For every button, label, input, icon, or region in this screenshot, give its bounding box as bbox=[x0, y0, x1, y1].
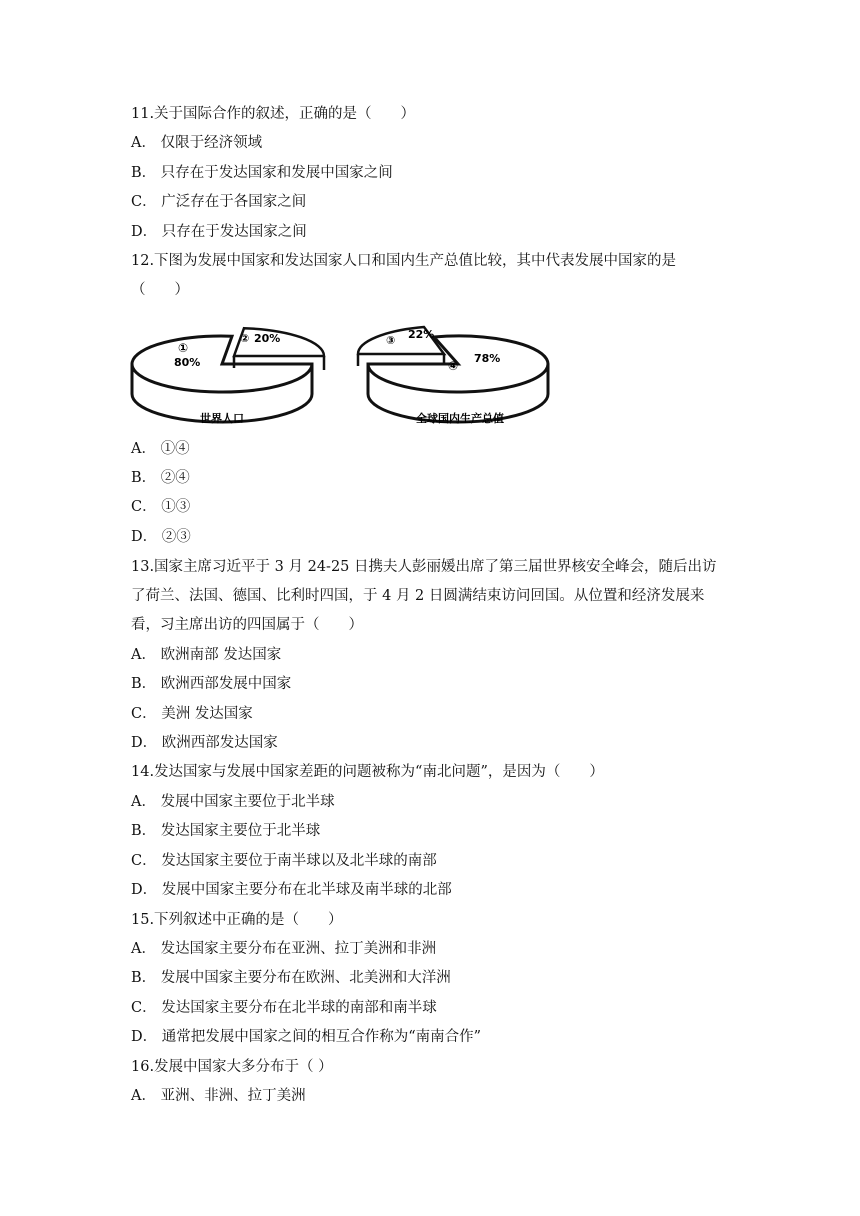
question-15-option-b: B． 发展中国家主要分布在欧洲、北美洲和大洋洲 bbox=[131, 970, 451, 986]
pie-comparison-figure bbox=[128, 318, 568, 430]
pie1-main-value: 80% bbox=[174, 356, 201, 369]
question-15-option-c: C． 发达国家主要分布在北半球的南部和南半球 bbox=[131, 1000, 437, 1016]
question-12-option-c: C． ①③ bbox=[131, 499, 191, 515]
question-13-stem-line-3: 看，习主席出访的四国属于（ ） bbox=[131, 617, 363, 633]
question-13-stem-line-2: 了荷兰、法国、德国、比利时四国，于 4 月 2 日圆满结束访问回国。从位置和经济发展来 bbox=[131, 588, 705, 604]
pie1-caption: 世界人口 bbox=[200, 412, 244, 425]
pie2-main-label: ④ bbox=[448, 359, 459, 373]
pie2-slice-value: 22% bbox=[408, 328, 435, 341]
question-11-option-a: A． 仅限于经济领域 bbox=[131, 135, 263, 151]
question-15-option-a: A． 发达国家主要分布在亚洲、拉丁美洲和非洲 bbox=[131, 941, 437, 957]
question-14-option-d: D． 发展中国家主要分布在北半球及南半球的北部 bbox=[131, 882, 452, 898]
question-13-stem-line-1: 13.国家主席习近平于 3 月 24-25 日携夫人彭丽媛出席了第三届世界核安全峰会，随后出访 bbox=[131, 559, 717, 575]
pie-world-population bbox=[132, 328, 324, 425]
pie-charts-svg bbox=[128, 318, 568, 430]
question-14-option-b: B． 发达国家主要位于北半球 bbox=[131, 823, 321, 839]
question-12-stem-line-1: 12.下图为发展中国家和发达国家人口和国内生产总值比较，其中代表发展中国家的是 bbox=[131, 253, 677, 269]
pie2-caption: 全球国内生产总值 bbox=[416, 412, 504, 425]
question-13-option-d: D． 欧洲西部发达国家 bbox=[131, 735, 278, 751]
question-16-option-a: A． 亚洲、非洲、拉丁美洲 bbox=[131, 1088, 306, 1104]
question-11-option-d: D． 只存在于发达国家之间 bbox=[131, 224, 307, 240]
question-14-stem: 14.发达国家与发展中国家差距的问题被称为“南北问题”，是因为（ ） bbox=[131, 764, 604, 780]
pie1-slice-label: ② bbox=[240, 332, 250, 345]
question-14-option-c: C． 发达国家主要位于南半球以及北半球的南部 bbox=[131, 853, 437, 869]
question-13-option-a: A． 欧洲南部 发达国家 bbox=[131, 647, 282, 663]
pie1-slice-value: 20% bbox=[254, 332, 281, 345]
question-12-option-a: A． ①④ bbox=[131, 441, 190, 457]
question-11-option-c: C． 广泛存在于各国家之间 bbox=[131, 194, 307, 210]
question-15-option-d: D． 通常把发展中国家之间的相互合作称为“南南合作” bbox=[131, 1029, 482, 1045]
question-11-option-b: B． 只存在于发达国家和发展中国家之间 bbox=[131, 165, 393, 181]
pie-global-gdp bbox=[358, 327, 548, 425]
question-13-option-b: B． 欧洲西部发展中国家 bbox=[131, 676, 292, 692]
question-12-stem-line-2: （ ） bbox=[131, 282, 189, 298]
question-12-option-d: D． ②③ bbox=[131, 529, 191, 545]
question-12-option-b: B． ②④ bbox=[131, 470, 190, 486]
question-14-option-a: A． 发展中国家主要位于北半球 bbox=[131, 794, 335, 810]
question-16-stem: 16.发展中国家大多分布于（ ） bbox=[131, 1059, 333, 1075]
pie1-main-label: ① bbox=[178, 341, 189, 355]
question-13-option-c: C． 美洲 发达国家 bbox=[131, 706, 253, 722]
pie2-slice-label: ③ bbox=[386, 334, 396, 347]
question-11-stem: 11.关于国际合作的叙述，正确的是（ ） bbox=[131, 106, 416, 122]
question-15-stem: 15.下列叙述中正确的是（ ） bbox=[131, 912, 343, 928]
pie2-main-value: 78% bbox=[474, 352, 501, 365]
